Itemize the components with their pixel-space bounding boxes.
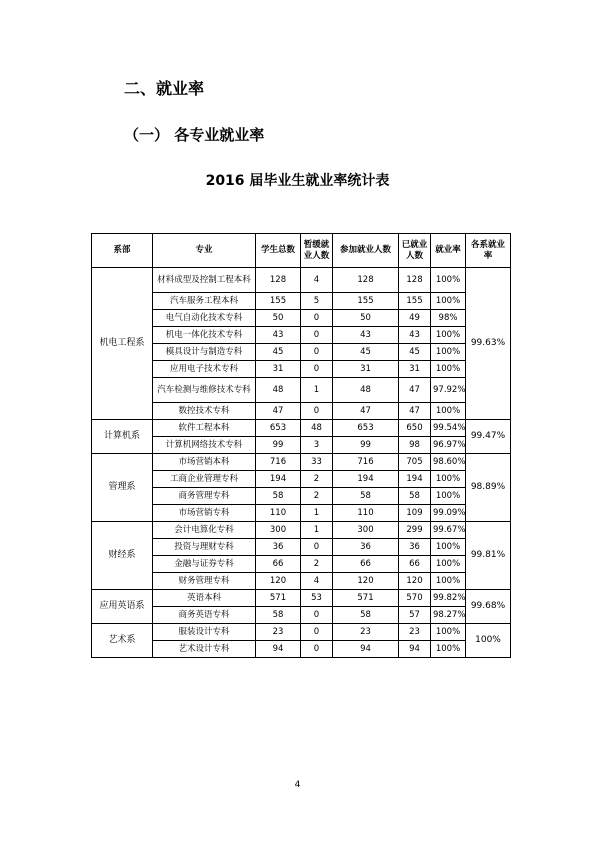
employed-cell: 109 [399,505,431,522]
employed-cell: 47 [399,378,431,403]
students-cell: 58 [256,607,301,624]
deferred-cell: 0 [301,624,333,641]
deferred-cell: 48 [301,420,333,437]
table-header-row [92,234,511,268]
rate-cell: 100% [431,293,466,310]
rate-cell: 100% [431,403,466,420]
rate-cell: 100% [431,556,466,573]
employed-cell: 43 [399,327,431,344]
major-cell: 市场营销本科 [153,454,256,471]
dept-name-cell: 计算机系 [92,420,153,454]
employed-cell: 58 [399,488,431,505]
major-cell: 会计电算化专科 [153,522,256,539]
deferred-cell: 1 [301,522,333,539]
employed-cell: 23 [399,624,431,641]
participants-cell: 653 [333,420,399,437]
table-title: 2016 届毕业生就业率统计表 [205,173,390,189]
major-cell: 汽车检测与维修技术专科 [153,378,256,403]
students-cell: 45 [256,344,301,361]
rate-cell: 99.67% [431,522,466,539]
rate-cell: 99.54% [431,420,466,437]
deferred-cell: 2 [301,556,333,573]
dept-rate-cell: 99.47% [466,420,511,454]
deferred-cell: 0 [301,310,333,327]
rate-cell: 98.60% [431,454,466,471]
participants-cell: 99 [333,437,399,454]
deferred-cell: 1 [301,378,333,403]
employed-cell: 49 [399,310,431,327]
major-cell: 计算机网络技术专科 [153,437,256,454]
section-heading: 二、就业率 [124,79,205,98]
dept-rate-cell: 98.89% [466,454,511,522]
employed-cell: 299 [399,522,431,539]
major-cell: 投资与理财专科 [153,539,256,556]
students-cell: 194 [256,471,301,488]
table-row [92,454,511,471]
employed-cell: 94 [399,641,431,658]
employed-cell: 570 [399,590,431,607]
rate-cell: 100% [431,624,466,641]
students-cell: 716 [256,454,301,471]
table-row [92,590,511,607]
subsection-heading: （一） 各专业就业率 [124,126,265,144]
rate-cell: 98% [431,310,466,327]
employment-rate-table [91,233,511,658]
students-cell: 31 [256,361,301,378]
employed-cell: 650 [399,420,431,437]
page-number: 4 [294,780,301,790]
participants-cell: 43 [333,327,399,344]
participants-cell: 50 [333,310,399,327]
participants-cell: 571 [333,590,399,607]
table-row [92,624,511,641]
rate-cell: 100% [431,361,466,378]
participants-cell: 31 [333,361,399,378]
major-cell: 材料成型及控制工程本科 [153,268,256,293]
major-cell: 艺术设计专科 [153,641,256,658]
table-row [92,505,511,522]
dept-rate-cell: 99.68% [466,590,511,624]
dept-rate-cell: 99.63% [466,268,511,420]
rate-cell: 100% [431,539,466,556]
header-employed: 已就业人数 [399,234,431,268]
participants-cell: 45 [333,344,399,361]
deferred-cell: 33 [301,454,333,471]
major-cell: 应用电子技术专科 [153,361,256,378]
table-row [92,556,511,573]
participants-cell: 48 [333,378,399,403]
students-cell: 653 [256,420,301,437]
employed-cell: 57 [399,607,431,624]
participants-cell: 194 [333,471,399,488]
major-cell: 机电一体化技术专科 [153,327,256,344]
header-participants: 参加就业人数 [333,234,399,268]
dept-rate-cell: 100% [466,624,511,658]
employed-cell: 120 [399,573,431,590]
deferred-cell: 0 [301,641,333,658]
header-rate: 就业率 [431,234,466,268]
header-dept: 系部 [92,234,153,268]
participants-cell: 23 [333,624,399,641]
dept-name-cell: 艺术系 [92,624,153,658]
employed-cell: 66 [399,556,431,573]
dept-name-cell: 财经系 [92,522,153,590]
participants-cell: 94 [333,641,399,658]
students-cell: 23 [256,624,301,641]
deferred-cell: 0 [301,403,333,420]
students-cell: 94 [256,641,301,658]
table-row [92,378,511,403]
rate-cell: 100% [431,344,466,361]
table-row [92,327,511,344]
major-cell: 软件工程本科 [153,420,256,437]
major-cell: 电气自动化技术专科 [153,310,256,327]
rate-cell: 100% [431,471,466,488]
participants-cell: 66 [333,556,399,573]
rate-cell: 98.27% [431,607,466,624]
students-cell: 48 [256,378,301,403]
employed-cell: 47 [399,403,431,420]
deferred-cell: 1 [301,505,333,522]
table-row [92,573,511,590]
table-row [92,310,511,327]
rate-cell: 100% [431,327,466,344]
deferred-cell: 0 [301,327,333,344]
major-cell: 商务英语专科 [153,607,256,624]
students-cell: 300 [256,522,301,539]
major-cell: 模具设计与制造专科 [153,344,256,361]
rate-cell: 100% [431,488,466,505]
major-cell: 商务管理专科 [153,488,256,505]
header-major: 专业 [153,234,256,268]
major-cell: 财务管理专科 [153,573,256,590]
participants-cell: 716 [333,454,399,471]
deferred-cell: 3 [301,437,333,454]
employed-cell: 45 [399,344,431,361]
participants-cell: 120 [333,573,399,590]
dept-rate-cell: 99.81% [466,522,511,590]
deferred-cell: 0 [301,361,333,378]
table-row [92,403,511,420]
students-cell: 47 [256,403,301,420]
students-cell: 571 [256,590,301,607]
table-row [92,344,511,361]
students-cell: 58 [256,488,301,505]
rate-cell: 99.82% [431,590,466,607]
rate-cell: 99.09% [431,505,466,522]
rate-cell: 100% [431,573,466,590]
students-cell: 66 [256,556,301,573]
table-row [92,268,511,293]
table-row [92,293,511,310]
participants-cell: 47 [333,403,399,420]
employed-cell: 128 [399,268,431,293]
deferred-cell: 2 [301,471,333,488]
employed-cell: 31 [399,361,431,378]
employed-cell: 194 [399,471,431,488]
table-row [92,641,511,658]
deferred-cell: 4 [301,573,333,590]
students-cell: 120 [256,573,301,590]
deferred-cell: 5 [301,293,333,310]
header-deferred: 暂缓就业人数 [301,234,333,268]
table-row [92,471,511,488]
participants-cell: 58 [333,607,399,624]
table-row [92,522,511,539]
major-cell: 数控技术专科 [153,403,256,420]
employed-cell: 98 [399,437,431,454]
header-students: 学生总数 [256,234,301,268]
students-cell: 43 [256,327,301,344]
participants-cell: 110 [333,505,399,522]
rate-cell: 100% [431,641,466,658]
participants-cell: 155 [333,293,399,310]
participants-cell: 128 [333,268,399,293]
dept-name-cell: 应用英语系 [92,590,153,624]
students-cell: 50 [256,310,301,327]
employed-cell: 705 [399,454,431,471]
dept-name-cell: 管理系 [92,454,153,522]
rate-cell: 97.92% [431,378,466,403]
participants-cell: 300 [333,522,399,539]
deferred-cell: 0 [301,539,333,556]
deferred-cell: 0 [301,607,333,624]
employed-cell: 36 [399,539,431,556]
major-cell: 市场营销专科 [153,505,256,522]
participants-cell: 36 [333,539,399,556]
deferred-cell: 0 [301,344,333,361]
rate-cell: 96.97% [431,437,466,454]
rate-cell: 100% [431,268,466,293]
students-cell: 110 [256,505,301,522]
dept-name-cell: 机电工程系 [92,268,153,420]
deferred-cell: 4 [301,268,333,293]
table-row [92,488,511,505]
students-cell: 155 [256,293,301,310]
students-cell: 36 [256,539,301,556]
deferred-cell: 53 [301,590,333,607]
header-dept-rate: 各系就业率 [466,234,511,268]
deferred-cell: 2 [301,488,333,505]
table-row [92,361,511,378]
table-row [92,437,511,454]
major-cell: 汽车服务工程本科 [153,293,256,310]
table-row [92,607,511,624]
participants-cell: 58 [333,488,399,505]
table-body [92,268,511,658]
major-cell: 英语本科 [153,590,256,607]
students-cell: 99 [256,437,301,454]
table-row [92,420,511,437]
major-cell: 工商企业管理专科 [153,471,256,488]
major-cell: 服装设计专科 [153,624,256,641]
major-cell: 金融与证券专科 [153,556,256,573]
employed-cell: 155 [399,293,431,310]
students-cell: 128 [256,268,301,293]
table-row [92,539,511,556]
